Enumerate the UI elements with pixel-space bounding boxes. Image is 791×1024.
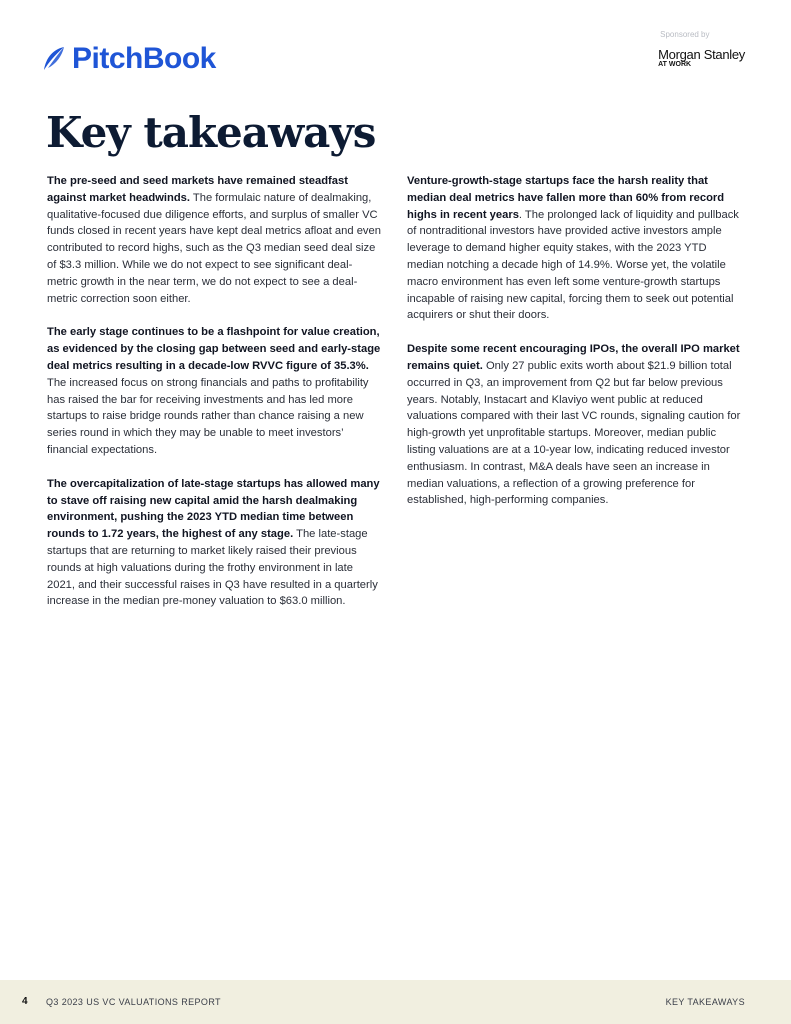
paragraph: [47, 324, 382, 458]
page-footer: [0, 980, 791, 1024]
left-column: [47, 173, 382, 627]
sponsor-name: Morgan Stanley: [658, 47, 745, 62]
paragraph-body: The formulaic nature of dealmaking, qualitative-focused due diligence efforts, and surplus of smaller VC funds closed in recent years have kept deal metrics afloat and even contributed to record highs, such as the Q3 median seed deal size of $3.3 million. While we do not expect to see significant deal-metric growth in the near term, we do not expect to see a deal-metric correction soon either.: [47, 191, 381, 305]
sponsor-sub: AT WORK: [658, 61, 692, 68]
report-name: Q3 2023 US VC VALUATIONS REPORT: [46, 997, 221, 1007]
paragraph-lead: Venture-growth-stage startups face the harsh reality that median deal metrics have fallen more than 60% from record highs in recent years: [407, 175, 725, 221]
page-title: Key takeaways: [46, 108, 376, 157]
paragraph-lead: The early stage continues to be a flashpoint for value creation, as evidenced by the closing gap between seed and early-stage deal metrics resulting in a decade-low RVVC figure of 35.3%.: [47, 326, 381, 372]
paragraph-body: Only 27 public exits worth about $21.9 billion total occurred in Q3, an improvement from Q2 but far below previous years. Notably, Instacart and Klaviyo went public at reduced valuations compared with their last VC rounds, signaling caution for high-growth yet unprofitable startups. Moreover, median public listing valuations are at a 10-year low, indicating reduced investor enthusiasm. In contrast, M&A deals have seen an increase in median valuations, a reflection of a growing preference for established, high-performing companies.: [407, 359, 741, 507]
page-number: 4: [22, 996, 28, 1007]
paragraph-body: The increased focus on strong financials and paths to profitability has raised the bar for receiving investments and has led more startups to raise bridge rounds rather than chance raising a new series round in which they may be unable to meet investors’ financial expectations.: [47, 376, 369, 456]
paragraph: [47, 173, 382, 307]
paragraph: [407, 173, 744, 324]
paragraph-lead: The overcapitalization of late-stage startups has allowed many to stave off raising new capital amid the harsh dealmaking environment, pushing the 2023 YTD median time between rounds to 1.72 years, the highest of any stage.: [47, 477, 380, 541]
right-column: [407, 173, 744, 526]
sponsor-label: Sponsored by: [660, 30, 710, 39]
paragraph-lead: The pre-seed and seed markets have remained steadfast against market headwinds.: [47, 175, 348, 204]
sponsor-block: [658, 30, 745, 68]
pitchbook-logo: [42, 42, 216, 76]
paragraph: [407, 341, 744, 509]
logo-text: PitchBook: [72, 42, 216, 75]
paragraph-body: . The prolonged lack of liquidity and pullback of nontraditional investors have provided active investors ample leverage to demand higher equity stakes, with the 2023 YTD median notching a decade high of 14.9%. Worse yet, the volatile macro environment has even left some venture-growth startups incapable of raising new capital, forcing them to seek out potential acquirers or shut their doors.: [407, 208, 739, 322]
pitchbook-leaf-icon: [42, 46, 66, 72]
paragraph-body: The late-stage startups that are returning to market likely raised their previous rounds at high valuations during the frothy environment in late 2021, and their successful raises in Q3 have resulted in a quarterly increase in the median pre-money valuation to $63.0 million.: [47, 528, 378, 608]
section-name: KEY TAKEAWAYS: [665, 997, 745, 1007]
paragraph: [47, 476, 382, 610]
paragraph-lead: Despite some recent encouraging IPOs, the overall IPO market remains quiet.: [407, 343, 740, 372]
